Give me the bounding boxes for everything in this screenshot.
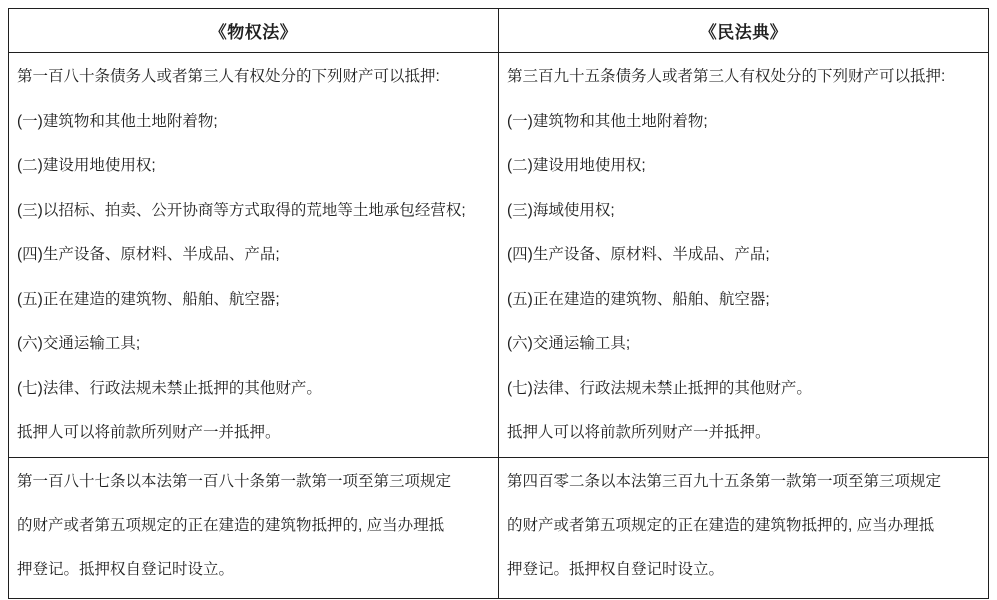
registration-line-3: 押登记。抵押权自登记时设立。: [17, 561, 235, 578]
article-item-1: (一)建筑物和其他土地附着物;: [507, 112, 708, 130]
registration-line-3: 押登记。抵押权自登记时设立。: [507, 561, 725, 578]
registration-line-1: 第四百零二条以本法第三百九十五条第一款第一项至第三项规定: [507, 473, 942, 490]
article-item-7: (七)法律、行政法规未禁止抵押的其他财产。: [17, 379, 322, 397]
article-item-5: (五)正在建造的建筑物、船舶、航空器;: [507, 290, 770, 308]
property-law-article-cell: [9, 53, 499, 458]
property-law-registration-cell: [9, 458, 499, 599]
column-header-property-law: 《物权法》: [9, 9, 499, 53]
registration-line-1: 第一百八十七条以本法第一百八十条第一款第一项至第三项规定: [17, 473, 452, 490]
law-comparison-table: [8, 8, 989, 599]
registration-line-2: 的财产或者第五项规定的正在建造的建筑物抵押的, 应当办理抵: [507, 517, 935, 534]
article-closing-line: 抵押人可以将前款所列财产一并抵押。: [507, 424, 771, 441]
article-item-6: (六)交通运输工具;: [17, 335, 141, 352]
registration-line-2: 的财产或者第五项规定的正在建造的建筑物抵押的, 应当办理抵: [17, 517, 445, 534]
article-body-row: [9, 53, 989, 458]
article-item-7: (七)法律、行政法规未禁止抵押的其他财产。: [507, 379, 812, 397]
article-item-4: (四)生产设备、原材料、半成品、产品;: [507, 246, 770, 263]
article-item-2: (二)建设用地使用权;: [507, 157, 646, 174]
article-intro-line: 第一百八十条债务人或者第三人有权处分的下列财产可以抵押:: [17, 68, 440, 85]
article-intro-line: 第三百九十五条债务人或者第三人有权处分的下列财产可以抵押:: [507, 68, 946, 85]
article-item-3: (三)海域使用权;: [507, 201, 615, 219]
article-closing-line: 抵押人可以将前款所列财产一并抵押。: [17, 424, 281, 441]
table-header-row: [9, 9, 989, 53]
civil-code-article-cell: [499, 53, 989, 458]
article-item-4: (四)生产设备、原材料、半成品、产品;: [17, 246, 280, 263]
article-item-6: (六)交通运输工具;: [507, 335, 631, 352]
article-item-1: (一)建筑物和其他土地附着物;: [17, 112, 218, 130]
article-item-5: (五)正在建造的建筑物、船舶、航空器;: [17, 290, 280, 308]
civil-code-registration-cell: [499, 458, 989, 599]
registration-article-row: [9, 458, 989, 599]
article-item-3: (三)以招标、拍卖、公开协商等方式取得的荒地等土地承包经营权;: [17, 201, 466, 219]
article-item-2: (二)建设用地使用权;: [17, 157, 156, 174]
column-header-civil-code: 《民法典》: [499, 9, 989, 53]
